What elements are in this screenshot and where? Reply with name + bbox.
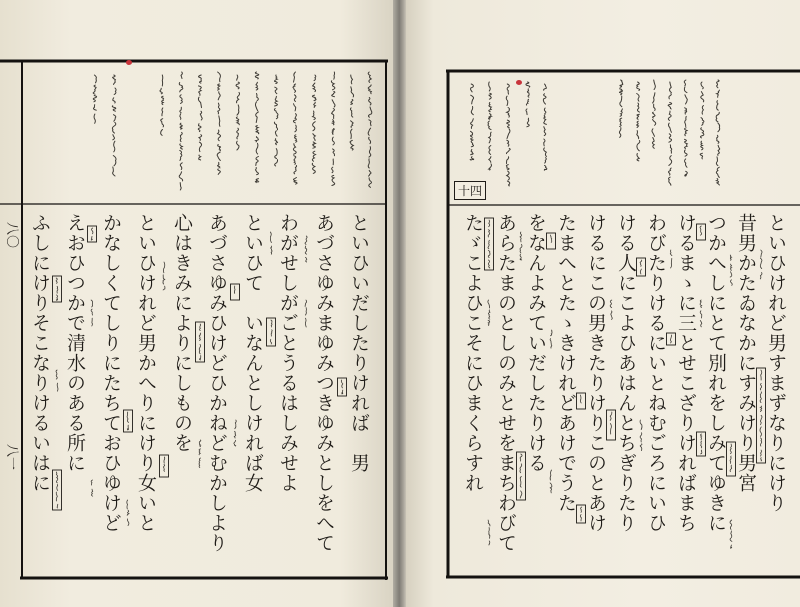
interlinear-note-handwriting <box>610 412 612 434</box>
headnote-handwriting-left <box>293 72 297 184</box>
reading-gloss-handwriting <box>91 300 93 326</box>
interlinear-note-handwriting <box>341 380 342 394</box>
headnote-handwriting-right <box>543 84 546 170</box>
headnote-handwriting-left <box>217 72 220 174</box>
reading-gloss-handwriting <box>550 470 552 493</box>
headnote-handwriting-left <box>93 75 96 123</box>
reading-gloss-handwriting <box>730 520 732 548</box>
reading-gloss-handwriting <box>305 300 307 327</box>
reading-gloss-handwriting <box>550 330 552 348</box>
right-text-column-10: あらたまのとしのみとせをまちわびて <box>495 213 517 553</box>
reading-gloss-handwriting <box>760 250 762 279</box>
interlinear-note-handwriting <box>163 457 164 471</box>
right-text-column-3: つかへしにとて別れをしみてゆきに <box>705 213 727 533</box>
right-text-column-8: たまへとたゝきけれどあけでうた <box>555 213 577 513</box>
reading-gloss-handwriting <box>199 440 201 468</box>
headnote-handwriting-right <box>619 80 622 137</box>
headnote-handwriting-left <box>368 72 372 187</box>
left-text-column-2: あづさゆみまゆみつきゆみとしをへて <box>313 213 335 553</box>
headnote-handwriting-right <box>637 82 640 161</box>
headnote-handwriting-right <box>716 80 720 185</box>
left-text-column-7: といひけれど男かへりにけり女いと <box>135 213 157 533</box>
headnote-handwriting-left <box>179 72 183 190</box>
interlinear-note-handwriting <box>671 335 672 343</box>
reading-gloss-handwriting <box>305 236 307 262</box>
headnote-handwriting-right <box>526 82 530 127</box>
headnote-handwriting-left <box>198 75 202 160</box>
interlinear-note-handwriting <box>56 472 58 508</box>
headnote-handwriting-right <box>470 84 474 160</box>
headnote-handwriting-left <box>255 72 259 182</box>
left-text-column-4: といひて いなんとしければ女 <box>242 213 264 493</box>
headnote-handwriting-right <box>700 82 704 159</box>
interlinear-note-handwriting <box>520 454 522 498</box>
interlinear-note-handwriting <box>730 444 732 472</box>
left-text-column-3: わがせしがごとうるはしみせよ <box>277 213 299 493</box>
headnote-handwriting-left <box>274 75 278 166</box>
headnote-handwriting-left <box>350 75 353 150</box>
left-text-column-1: といひいだしたりければ 男 <box>348 213 370 473</box>
right-text-column-7: けるにこの男きたりけりこのとあけ <box>585 213 607 533</box>
right-text-column-1: といひけれど男すまずなりにけり <box>765 213 787 513</box>
right-text-column-4: けるまゝに三とせこざりければまち <box>675 213 697 533</box>
interlinear-note-handwriting <box>700 226 702 235</box>
red-ink-mark-right <box>516 80 522 85</box>
reading-gloss-handwriting <box>640 420 642 451</box>
headnote-handwriting-left <box>331 72 335 186</box>
reading-gloss-handwriting <box>488 300 490 325</box>
headnote-handwriting-right <box>684 80 687 176</box>
reading-gloss-handwriting <box>610 300 612 319</box>
section-number-box: 十四 <box>454 181 486 200</box>
headnote-handwriting-right <box>506 84 510 186</box>
interlinear-note-handwriting <box>701 434 702 454</box>
interlinear-note-handwriting <box>234 286 235 293</box>
reading-gloss-handwriting <box>488 520 490 545</box>
headnote-handwriting-left <box>312 75 316 173</box>
headnote-handwriting-right <box>668 82 672 185</box>
right-text-column-5: わびたりけるにいとねむごろにいひ <box>645 213 667 533</box>
reading-gloss-handwriting <box>730 255 732 285</box>
interlinear-note-handwriting <box>760 370 762 461</box>
interlinear-note-handwriting <box>640 260 642 274</box>
interlinear-note-handwriting <box>199 324 201 360</box>
interlinear-note-handwriting <box>127 412 128 430</box>
left-text-column-9: えおひつかで清水のある所に <box>64 213 86 473</box>
left-text-column-6: 心はきみによりにしものを <box>171 213 193 453</box>
headnote-handwriting-right <box>488 82 491 170</box>
reading-gloss-handwriting <box>270 232 272 254</box>
headnote-handwriting-left <box>160 75 164 135</box>
reading-gloss-handwriting <box>127 500 129 526</box>
interlinear-note-handwriting <box>488 220 490 268</box>
interlinear-note-handwriting <box>551 235 552 243</box>
headnote-handwriting-left <box>236 75 239 150</box>
left-text-column-10: ふしにけりそこなりけるいはに <box>29 213 51 493</box>
reading-gloss-handwriting <box>520 232 522 260</box>
left-text-column-8: かなしくてしりにたちておひゆけど <box>100 213 122 533</box>
headnote-handwriting-right <box>652 80 656 148</box>
right-text-column-11: たゞこよひこそにひまくらすれ <box>462 213 484 493</box>
reading-gloss-handwriting <box>91 480 93 496</box>
reading-gloss-handwriting <box>163 262 165 290</box>
reading-gloss-handwriting <box>234 420 236 446</box>
interlinear-note-handwriting <box>580 507 581 521</box>
interlinear-note-handwriting <box>91 228 93 240</box>
red-ink-mark-left <box>126 60 132 65</box>
reading-gloss-handwriting <box>56 370 58 391</box>
left-text-column-5: あづさゆみひけどひかねどむかしより <box>206 213 228 553</box>
fold-page-number-bottom: 八一 <box>4 444 19 471</box>
right-text-column-6: ける人にこよひあはんとちぎりたり <box>615 213 637 533</box>
interlinear-note-handwriting <box>580 395 581 403</box>
interlinear-note-handwriting <box>56 278 58 300</box>
right-text-column-9: をなんよみていだしたりける <box>525 213 547 473</box>
reading-gloss-handwriting <box>700 300 702 327</box>
interlinear-note-handwriting <box>270 320 272 344</box>
right-text-column-2: 昔男かたゐなかにすみけり男宮 <box>735 213 757 493</box>
headnote-handwriting-left <box>112 75 116 176</box>
fold-page-number-top: 八〇 <box>4 222 19 249</box>
reading-gloss-handwriting <box>670 250 672 268</box>
